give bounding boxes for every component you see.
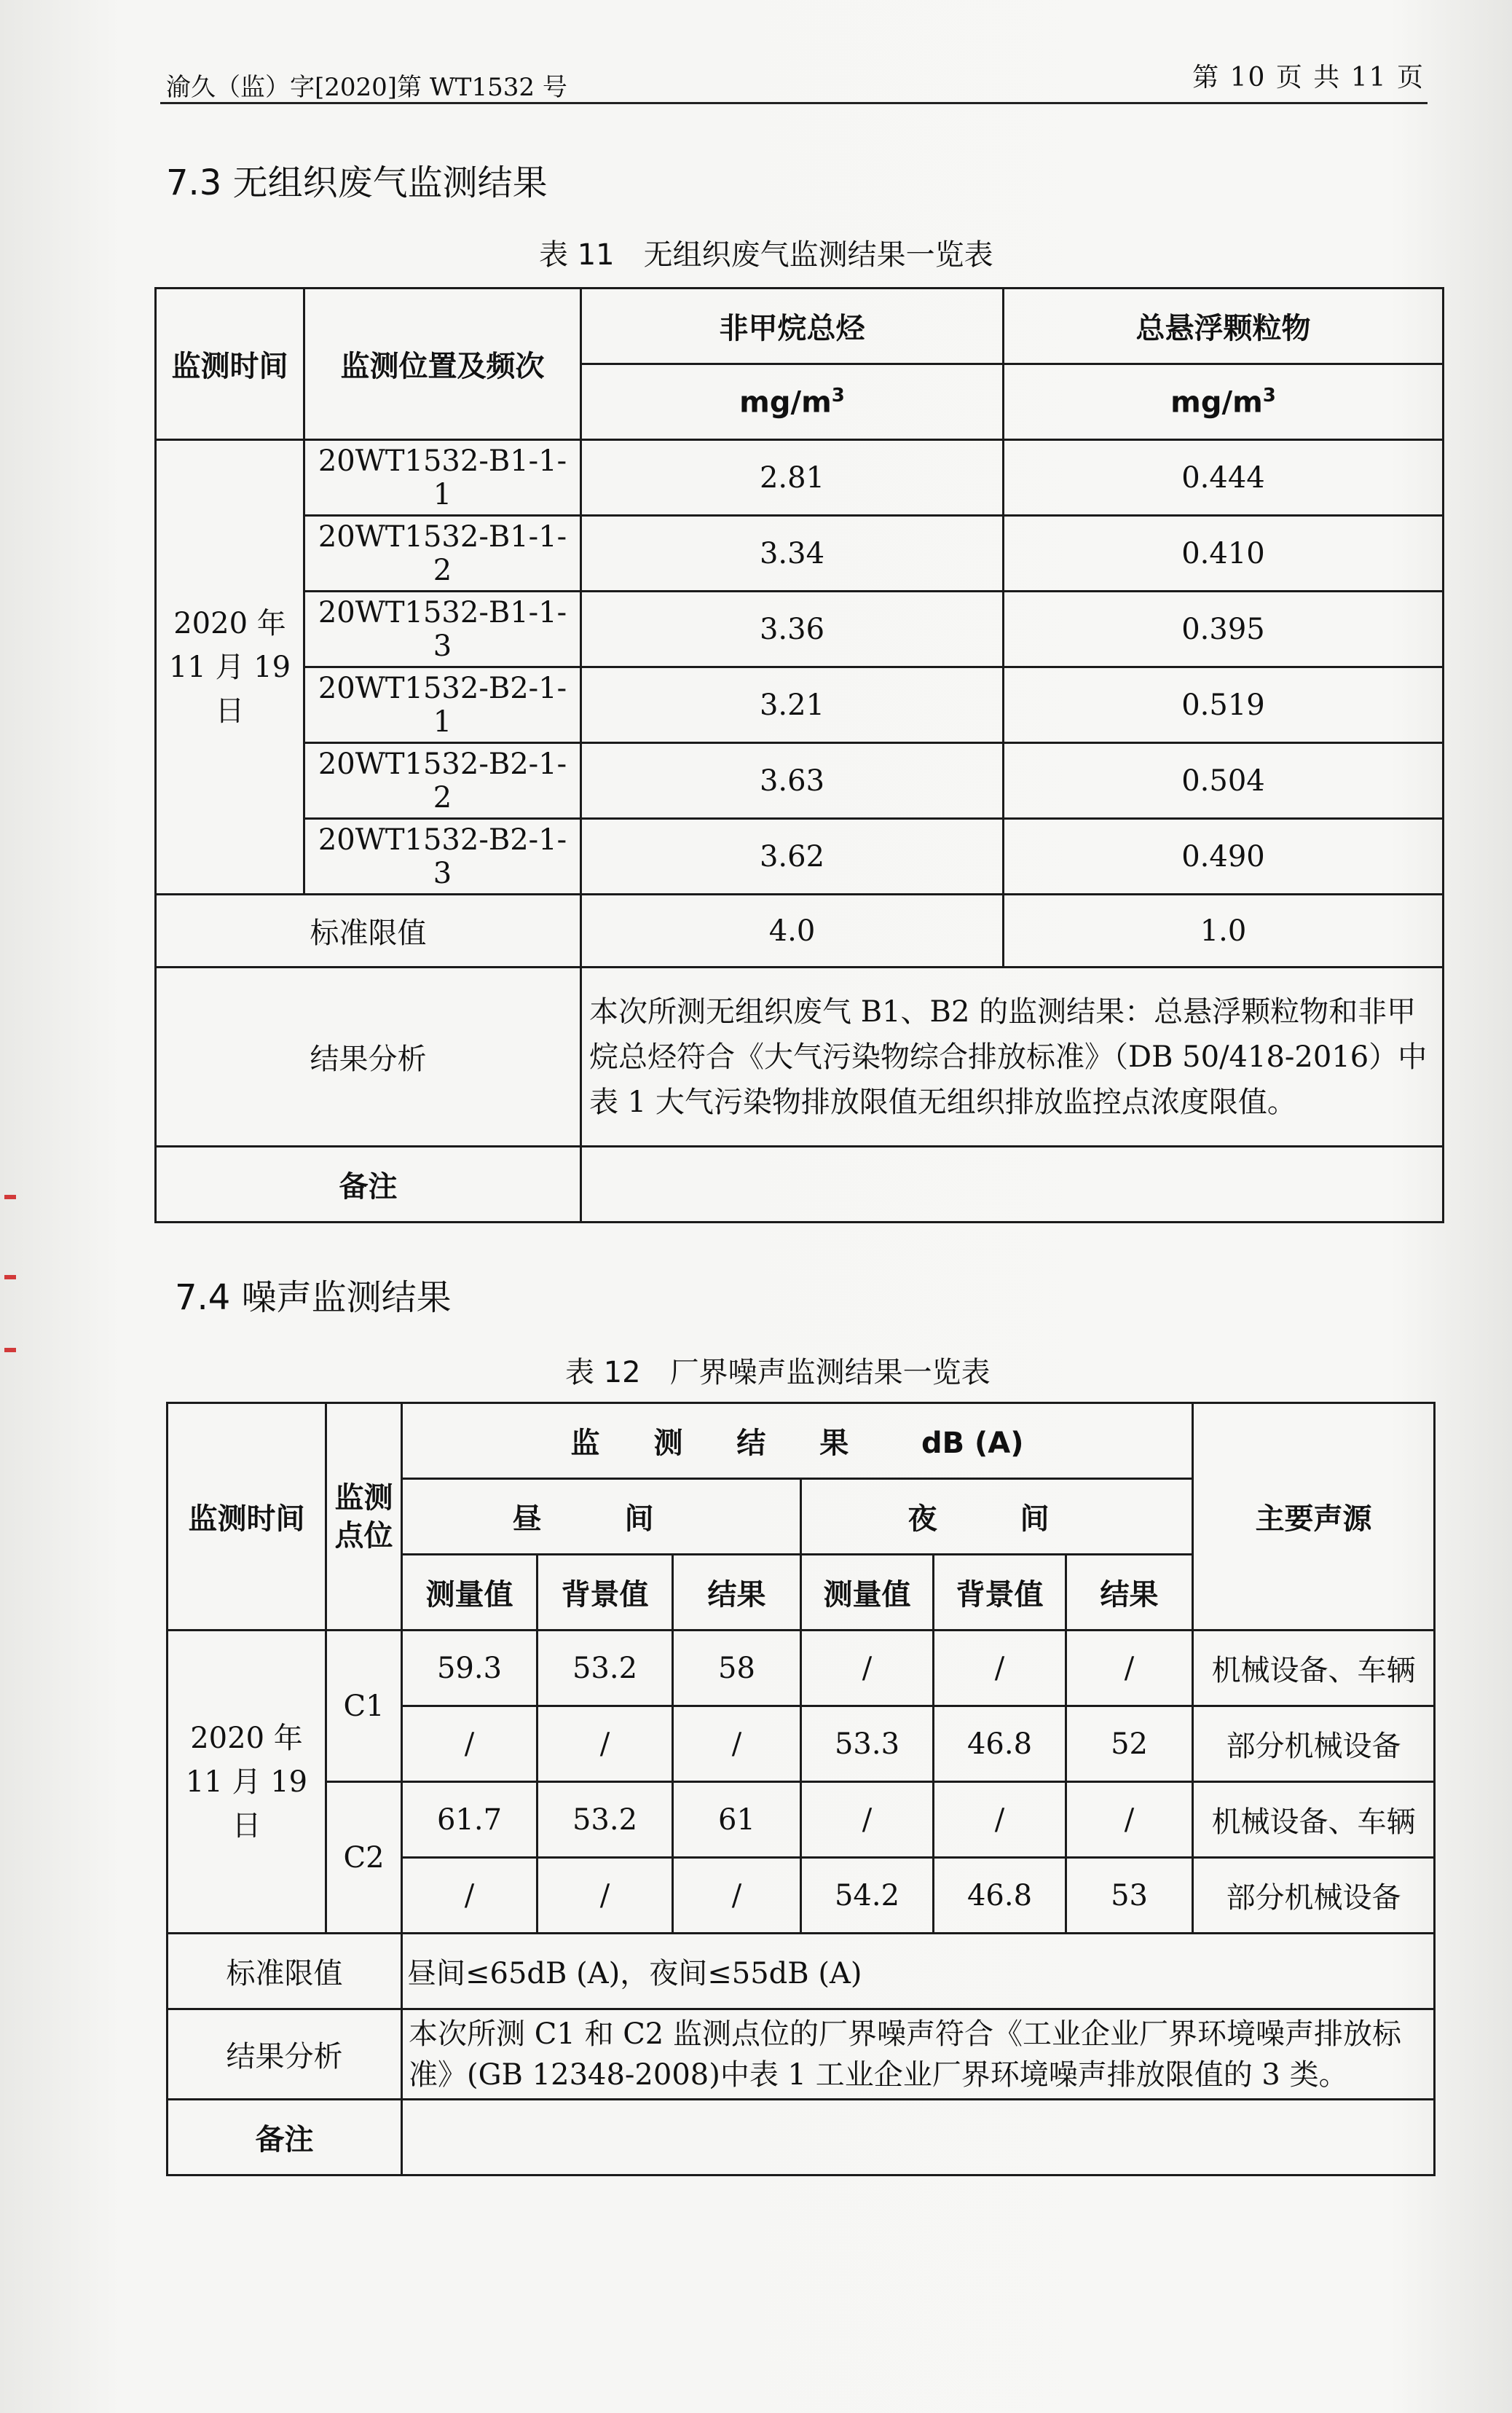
unit-nmhc: $mg/m^3$ <box>581 364 1004 440</box>
analysis-label: 结果分析 <box>168 2009 402 2100</box>
table-row <box>156 819 1444 895</box>
col-header-time: 监测时间 <box>156 289 304 440</box>
analysis-row <box>168 2009 1435 2100</box>
tsp-value: 0.410 <box>1004 516 1444 592</box>
noise-source: 机械设备、车辆 <box>1193 1631 1435 1706</box>
sample-id: 20WT1532-B2-1-3 <box>304 819 581 895</box>
night-background: / <box>934 1631 1066 1706</box>
col-header-result: 监 测 结 果 dB (A) <box>402 1403 1193 1479</box>
remark-label: 备注 <box>156 1147 581 1223</box>
table-row <box>156 667 1444 743</box>
header-rule <box>160 102 1428 104</box>
nmhc-value: 2.81 <box>581 440 1004 516</box>
point-name: C1 <box>326 1631 402 1782</box>
table-row <box>168 1782 1435 1858</box>
table-row <box>156 743 1444 819</box>
noise-results-table <box>166 1402 1436 2176</box>
nmhc-value: 3.62 <box>581 819 1004 895</box>
limit-row <box>168 1934 1435 2009</box>
night-background: / <box>934 1782 1066 1858</box>
table-row <box>156 592 1444 667</box>
night-result: / <box>1066 1782 1193 1858</box>
night-measured: 53.3 <box>801 1706 934 1782</box>
night-result: 53 <box>1066 1858 1193 1934</box>
day-measured: / <box>402 1706 538 1782</box>
limit-nmhc: 4.0 <box>581 895 1004 968</box>
limit-text: 昼间≤65dB (A)，夜间≤55dB (A) <box>402 1934 1435 2009</box>
nmhc-value: 3.63 <box>581 743 1004 819</box>
day-result: 61 <box>673 1782 801 1858</box>
unit-tsp: $mg/m^3$ <box>1004 364 1444 440</box>
section-title: 7.3 无组织废气监测结果 <box>166 162 548 203</box>
day-result: 58 <box>673 1631 801 1706</box>
day-result: / <box>673 1706 801 1782</box>
margin-mark <box>4 1275 16 1279</box>
margin-mark <box>4 1195 16 1199</box>
night-measured: / <box>801 1631 934 1706</box>
sample-id: 20WT1532-B2-1-2 <box>304 743 581 819</box>
analysis-text: 本次所测无组织废气 B1、B2 的监测结果：总悬浮颗粒物和非甲烷总烃符合《大气污染物综合排放标准》（DB 50/418-2016）中表 1 大气污染物排放限值无组织排放监控点浓度限值。 <box>581 968 1444 1147</box>
sample-id: 20WT1532-B1-1-3 <box>304 592 581 667</box>
night-background: 46.8 <box>934 1858 1066 1934</box>
col-header-night-result: 结果 <box>1066 1555 1193 1631</box>
night-background: 46.8 <box>934 1706 1066 1782</box>
sampling-date: 2020 年 11 月 19 日 <box>168 1631 326 1934</box>
limit-label: 标准限值 <box>156 895 581 968</box>
col-header-day-background: 背景值 <box>538 1555 673 1631</box>
sample-id: 20WT1532-B2-1-1 <box>304 667 581 743</box>
margin-mark <box>4 1348 16 1352</box>
col-header-tsp: 总悬浮颗粒物 <box>1004 289 1444 364</box>
col-header-time: 监测时间 <box>168 1403 326 1631</box>
day-result: / <box>673 1858 801 1934</box>
noise-source: 部分机械设备 <box>1193 1706 1435 1782</box>
day-background: 53.2 <box>538 1782 673 1858</box>
remark-label: 备注 <box>168 2100 402 2175</box>
col-header-source: 主要声源 <box>1193 1403 1435 1631</box>
col-header-night: 夜 间 <box>801 1479 1193 1555</box>
col-header-nmhc: 非甲烷总烃 <box>581 289 1004 364</box>
day-background: / <box>538 1706 673 1782</box>
table-row <box>156 516 1444 592</box>
tsp-value: 0.519 <box>1004 667 1444 743</box>
table-row <box>168 1631 1435 1706</box>
limit-label: 标准限值 <box>168 1934 402 2009</box>
remark-text <box>402 2100 1435 2175</box>
sample-id: 20WT1532-B1-1-2 <box>304 516 581 592</box>
night-measured: / <box>801 1782 934 1858</box>
table-row <box>156 440 1444 516</box>
nmhc-value: 3.36 <box>581 592 1004 667</box>
point-name: C2 <box>326 1782 402 1934</box>
day-measured: 61.7 <box>402 1782 538 1858</box>
nmhc-value: 3.34 <box>581 516 1004 592</box>
page-number: 第 10 页 共 11 页 <box>1192 63 1425 93</box>
night-measured: 54.2 <box>801 1858 934 1934</box>
col-header-point: 监测点位 <box>326 1403 402 1631</box>
analysis-text: 本次所测 C1 和 C2 监测点位的厂界噪声符合《工业企业厂界环境噪声排放标准》(GB 12348-2008)中表 1 工业企业厂界环境噪声排放限值的 3 类。 <box>402 2009 1435 2100</box>
day-background: 53.2 <box>538 1631 673 1706</box>
sampling-date: 2020 年 11 月 19 日 <box>156 440 304 895</box>
sample-id: 20WT1532-B1-1-1 <box>304 440 581 516</box>
tsp-value: 0.490 <box>1004 819 1444 895</box>
nmhc-value: 3.21 <box>581 667 1004 743</box>
remark-row <box>156 1147 1444 1223</box>
col-header-night-measured: 测量值 <box>801 1555 934 1631</box>
remark-text <box>581 1147 1444 1223</box>
noise-source: 部分机械设备 <box>1193 1858 1435 1934</box>
col-header-day: 昼 间 <box>402 1479 801 1555</box>
tsp-value: 0.395 <box>1004 592 1444 667</box>
night-result: / <box>1066 1631 1193 1706</box>
col-header-position: 监测位置及频次 <box>304 289 581 440</box>
day-measured: 59.3 <box>402 1631 538 1706</box>
col-header-day-result: 结果 <box>673 1555 801 1631</box>
table-caption: 表 12 厂界噪声监测结果一览表 <box>565 1356 991 1389</box>
tsp-value: 0.504 <box>1004 743 1444 819</box>
limit-row <box>156 895 1444 968</box>
report-number: 渝久（监）字[2020]第 WT1532 号 <box>166 73 567 102</box>
table-caption: 表 11 无组织废气监测结果一览表 <box>539 238 993 272</box>
day-background: / <box>538 1858 673 1934</box>
limit-tsp: 1.0 <box>1004 895 1444 968</box>
night-result: 52 <box>1066 1706 1193 1782</box>
remark-row <box>168 2100 1435 2175</box>
tsp-value: 0.444 <box>1004 440 1444 516</box>
exhaust-results-table <box>154 287 1444 1223</box>
col-header-night-background: 背景值 <box>934 1555 1066 1631</box>
col-header-day-measured: 测量值 <box>402 1555 538 1631</box>
noise-source: 机械设备、车辆 <box>1193 1782 1435 1858</box>
section-title: 7.4 噪声监测结果 <box>175 1277 452 1318</box>
analysis-label: 结果分析 <box>156 968 581 1147</box>
analysis-row <box>156 968 1444 1147</box>
day-measured: / <box>402 1858 538 1934</box>
